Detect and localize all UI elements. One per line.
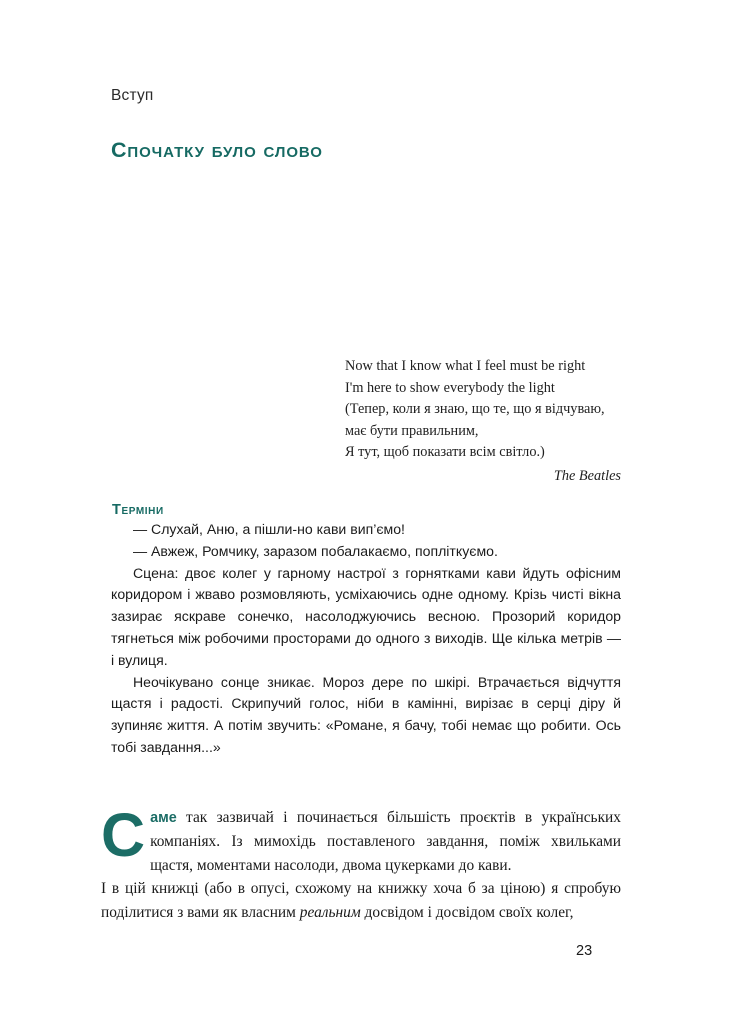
closing-paragraph-body: так зазвичай і починається більшість проєктів в українських компаніях. Із мимохідь поставленого завдання, поміж хвильками щастя, моментами насолоди, двома цукерками до кави.: [150, 809, 621, 874]
page-number: 23: [576, 943, 593, 959]
epigraph-block: [345, 356, 621, 487]
scene-paragraph: Сцена: двоє колег у гарному настрої з горнятками кави йдуть офісним коридором і жваво розмовляють, усміхаючись одне одному. Крізь чисті вікна зазирає яскраве сонечко, насолоджуючись весною. Прозорий коридор тягнеться між робочими просторами до одного з виходів. Ще кілька метрів — і вулиця.: [111, 564, 621, 668]
chapter-label: Вступ: [111, 87, 154, 104]
section-heading-terms: Терміни: [112, 502, 164, 519]
epigraph-line: має бути правильним,: [345, 422, 479, 439]
closing-paragraph-first: [101, 801, 621, 877]
dialogue-line: — Авжеж, Ромчику, заразом побалакаємо, попліткуємо.: [133, 542, 498, 559]
epigraph-line: Я тут, щоб показати всім світло.): [345, 444, 545, 460]
emphasized-term: реальним: [299, 903, 361, 921]
page-title: Спочатку було слово: [111, 138, 323, 163]
closing-text-before-italic: І в цій книжці (або в опусі, схожому на книжку хоча б за ціною) я спробую поділитися з вами як власним: [101, 880, 621, 921]
epigraph-line: Now that I know what I feel must be right: [345, 358, 586, 374]
epigraph-attribution: The Beatles: [553, 467, 621, 484]
closing-paragraph-second: [101, 877, 621, 924]
closing-text-after-italic: досвідом і досвідом своїх колег,: [360, 903, 574, 921]
closing-block: [101, 801, 621, 924]
epigraph-line: I'm here to show everybody the light: [345, 379, 555, 396]
dialogue-line: — Слухай, Аню, а пішли-но кави вип’ємо!: [133, 521, 405, 537]
scene-paragraph: Неочікувано сонце зникає. Мороз дере по шкірі. Втрачається відчуття щастя і радості. Скрипучий голос, ніби в камінні, вирізає в серці діру й зупиняє життя. А потім звучить: «Романе, я бачу, тобі немає що робити. Ось тобі завдання...»: [111, 673, 621, 755]
lead-in-text: аме: [150, 810, 177, 826]
scene-block: [111, 519, 621, 759]
drop-cap: С: [101, 801, 146, 869]
epigraph-line: (Тепер, коли я знаю, що те, що я відчуваю,: [345, 401, 605, 417]
